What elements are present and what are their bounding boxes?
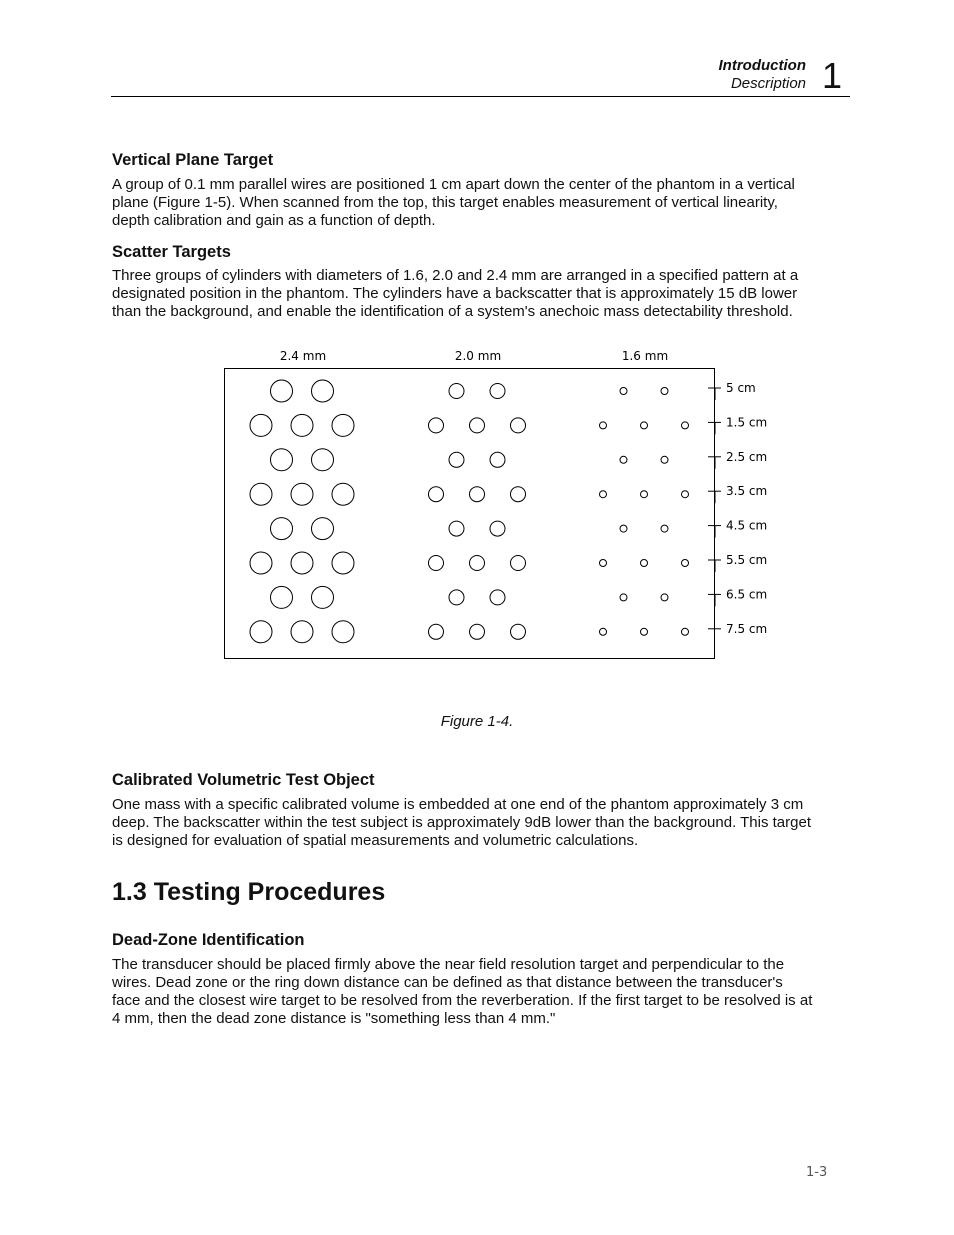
scatter-line: designated position in the phantom. The cylinders have a backscatter that is approximately 15 dB lower xyxy=(112,285,798,302)
dead-zone-line: face and the closest wire target to be resolved from the reverberation. If the first target to be resolved is at xyxy=(112,992,813,1009)
dead-zone-line: The transducer should be placed firmly above the near field resolution target and perpendicular to the xyxy=(112,956,785,973)
scatter-cylinder xyxy=(332,414,354,436)
scatter-cylinder xyxy=(661,525,668,532)
scatter-cylinder xyxy=(641,628,648,635)
depth-label: 2.5 cm xyxy=(726,449,768,464)
vertical-plane-heading: Vertical Plane Target xyxy=(112,151,274,169)
scatter-cylinder xyxy=(429,418,444,433)
calibrated-line: deep. The backscatter within the test subject is approximately 9dB lower than the background. This target xyxy=(112,814,812,831)
scatter-cylinder xyxy=(682,560,689,567)
scatter-cylinder xyxy=(620,594,627,601)
depth-label: 5.5 cm xyxy=(726,553,768,567)
scatter-cylinder xyxy=(661,456,668,463)
dead-zone-heading: Dead-Zone Identification xyxy=(112,931,305,949)
calibrated-object-heading: Calibrated Volumetric Test Object xyxy=(112,771,375,789)
scatter-line: Three groups of cylinders with diameters of 1.6, 2.0 and 2.4 mm are arranged in a specified pattern at a xyxy=(112,267,799,284)
phantom-outline xyxy=(225,369,715,659)
scatter-cylinder xyxy=(600,628,607,635)
scatter-cylinder xyxy=(620,456,627,463)
depth-label: 5 cm xyxy=(726,381,756,395)
header-section-title: Introduction xyxy=(718,57,806,74)
scatter-cylinder xyxy=(641,422,648,429)
scatter-cylinder xyxy=(511,624,526,639)
calibrated-object-paragraph xyxy=(112,796,848,850)
scatter-cylinder xyxy=(600,491,607,498)
scatter-cylinder xyxy=(449,384,464,399)
group-label: 2.0 mm xyxy=(454,349,502,363)
scatter-cylinder xyxy=(620,525,627,532)
scatter-cylinder xyxy=(600,422,607,429)
scatter-cylinder xyxy=(271,518,293,540)
scatter-cylinder xyxy=(429,487,444,502)
chapter-number: 1 xyxy=(822,55,843,96)
scatter-cylinder xyxy=(271,586,293,608)
scatter-cylinder xyxy=(449,521,464,536)
scatter-cylinder xyxy=(250,552,272,574)
group-label: 1.6 mm xyxy=(621,349,669,363)
scatter-cylinder xyxy=(332,483,354,505)
scatter-cylinder xyxy=(449,590,464,605)
scatter-cylinder xyxy=(511,556,526,571)
scatter-cylinder xyxy=(271,449,293,471)
scatter-cylinder xyxy=(490,590,505,605)
scatter-cylinder xyxy=(291,621,313,643)
scatter-cylinder xyxy=(312,518,334,540)
vertical-plane-line: A group of 0.1 mm parallel wires are positioned 1 cm apart down the center of the phantom in a vertical xyxy=(112,176,795,193)
scatter-cylinder xyxy=(449,452,464,467)
scatter-cylinder xyxy=(600,560,607,567)
scatter-cylinder xyxy=(470,418,485,433)
scatter-cylinder xyxy=(682,422,689,429)
scatter-cylinder xyxy=(641,491,648,498)
scatter-cylinder xyxy=(682,491,689,498)
scatter-cylinder xyxy=(429,556,444,571)
scatter-cylinder xyxy=(312,586,334,608)
testing-procedures-heading: 1.3 Testing Procedures xyxy=(112,878,386,906)
scatter-cylinder xyxy=(312,449,334,471)
running-header xyxy=(719,56,806,93)
scatter-cylinder xyxy=(291,414,313,436)
scatter-targets-heading: Scatter Targets xyxy=(112,243,231,261)
scatter-cylinder xyxy=(470,487,485,502)
scatter-line: than the background, and enable the identification of a system's anechoic mass detectability threshold. xyxy=(112,303,793,320)
scatter-cylinder xyxy=(490,521,505,536)
scatter-cylinder xyxy=(511,418,526,433)
dead-zone-line: 4 mm, then the dead zone distance is "something less than 4 mm." xyxy=(112,1010,556,1027)
depth-label: 7.5 cm xyxy=(726,621,768,636)
scatter-cylinder xyxy=(250,621,272,643)
scatter-cylinder xyxy=(470,624,485,639)
group-label: 2.4 mm xyxy=(279,349,327,363)
scatter-cylinder xyxy=(291,483,313,505)
page-number: 1-3 xyxy=(806,1165,828,1180)
scatter-targets-diagram xyxy=(0,340,954,680)
scatter-targets-paragraph xyxy=(112,267,848,321)
scatter-cylinder xyxy=(332,552,354,574)
scatter-targets-figure xyxy=(0,340,954,680)
depth-label: 1.5 cm xyxy=(726,415,768,430)
scatter-cylinder xyxy=(511,487,526,502)
dead-zone-line: wires. Dead zone or the ring down distance can be defined as that distance between the transducer's xyxy=(112,974,783,991)
scatter-cylinder xyxy=(250,483,272,505)
vertical-plane-paragraph xyxy=(112,176,848,230)
scatter-cylinder xyxy=(250,414,272,436)
scatter-cylinder xyxy=(490,452,505,467)
calibrated-line: One mass with a specific calibrated volume is embedded at one end of the phantom approximately 3 cm xyxy=(112,796,804,813)
depth-label: 6.5 cm xyxy=(726,587,768,602)
header-subsection: Description xyxy=(730,75,806,92)
scatter-cylinder xyxy=(470,556,485,571)
figure-caption: Figure 1-4. xyxy=(440,713,514,730)
depth-label: 3.5 cm xyxy=(726,484,768,499)
scatter-cylinder xyxy=(490,384,505,399)
scatter-cylinder xyxy=(332,621,354,643)
scatter-cylinder xyxy=(661,388,668,395)
header-divider xyxy=(111,96,850,97)
calibrated-line: is designed for evaluation of spatial measurements and volumetric calculations. xyxy=(112,832,639,849)
scatter-cylinder xyxy=(429,624,444,639)
scatter-cylinder xyxy=(682,628,689,635)
scatter-cylinder xyxy=(661,594,668,601)
vertical-plane-line: plane (Figure 1-5). When scanned from the top, this target enables measurement of vertical linearity, xyxy=(112,194,778,211)
scatter-cylinder xyxy=(620,388,627,395)
dead-zone-paragraph xyxy=(112,956,848,1028)
scatter-cylinder xyxy=(291,552,313,574)
scatter-cylinder xyxy=(312,380,334,402)
scatter-cylinder xyxy=(641,560,648,567)
scatter-cylinder xyxy=(271,380,293,402)
vertical-plane-line: depth calibration and gain as a function of depth. xyxy=(112,212,436,229)
depth-label: 4.5 cm xyxy=(726,518,768,533)
